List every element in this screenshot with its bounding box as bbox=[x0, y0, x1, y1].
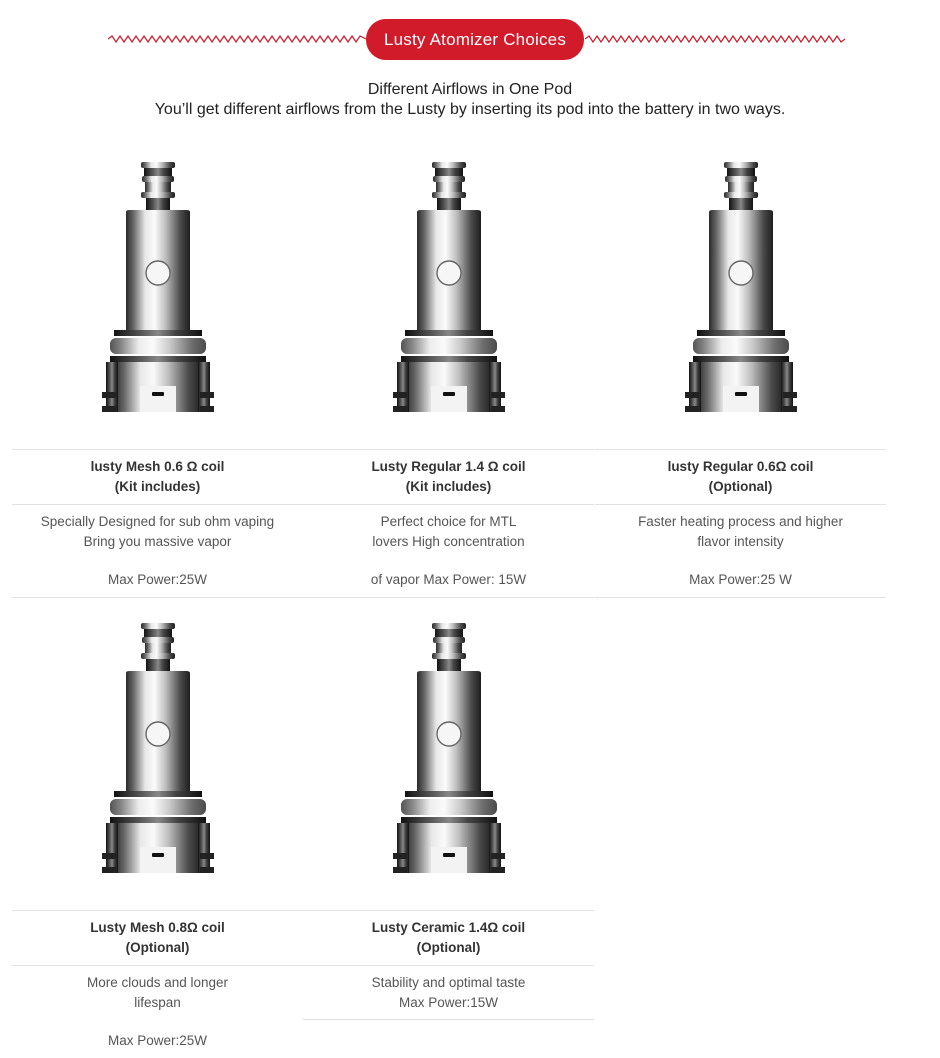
coil-description: Stability and optimal taste bbox=[371, 975, 526, 990]
coil-name: Lusty Ceramic 1.4Ω coil bbox=[371, 920, 526, 935]
coil-image bbox=[303, 155, 594, 425]
coil-image bbox=[595, 155, 886, 425]
divider bbox=[12, 597, 303, 598]
divider bbox=[303, 504, 594, 505]
coil-description: lovers High concentration bbox=[372, 534, 525, 549]
coil-note: (Kit includes) bbox=[114, 479, 201, 494]
coil-max-power: Max Power:15W bbox=[398, 995, 499, 1010]
coil-image bbox=[12, 616, 303, 886]
divider bbox=[595, 504, 886, 505]
divider bbox=[303, 449, 594, 450]
coil-image bbox=[12, 155, 303, 425]
coil-note: (Optional) bbox=[708, 479, 773, 494]
coil-note: (Optional) bbox=[125, 940, 190, 955]
coil-max-power: Max Power:25W bbox=[107, 1033, 208, 1048]
divider bbox=[303, 1019, 594, 1020]
divider bbox=[12, 449, 303, 450]
subtitle-line-1: Different Airflows in One Pod bbox=[367, 81, 573, 98]
divider bbox=[303, 597, 594, 598]
coil-description: Specially Designed for sub ohm vaping bbox=[40, 514, 275, 529]
subtitle-line-2: You’ll get different airflows from the Lusty by inserting its pod into the battery in two ways. bbox=[154, 101, 786, 118]
divider bbox=[595, 449, 886, 450]
coil-image bbox=[303, 616, 594, 886]
coil-description: Faster heating process and higher bbox=[638, 514, 843, 529]
section-title: Lusty Atomizer Choices bbox=[366, 19, 584, 60]
coil-max-power: Max Power:25 W bbox=[689, 572, 792, 587]
coil-description: Bring you massive vapor bbox=[83, 534, 232, 549]
divider bbox=[12, 504, 303, 505]
divider bbox=[12, 910, 303, 911]
coil-note: (Kit includes) bbox=[405, 479, 492, 494]
divider bbox=[595, 597, 886, 598]
divider bbox=[12, 965, 303, 966]
coil-name: Lusty Mesh 0.8Ω coil bbox=[90, 920, 225, 935]
zigzag-line-right bbox=[585, 33, 845, 45]
section-header bbox=[0, 0, 940, 80]
coil-description: lifespan bbox=[134, 995, 181, 1010]
divider bbox=[303, 965, 594, 966]
coil-name: lusty Regular 0.6Ω coil bbox=[667, 459, 814, 474]
coil-max-power: of vapor Max Power: 15W bbox=[370, 572, 527, 587]
coil-max-power: Max Power:25W bbox=[107, 572, 208, 587]
divider bbox=[303, 910, 594, 911]
coil-note: (Optional) bbox=[416, 940, 481, 955]
coil-name: Lusty Regular 1.4 Ω coil bbox=[371, 459, 526, 474]
zigzag-line-left bbox=[108, 33, 366, 45]
coil-description: flavor intensity bbox=[697, 534, 784, 549]
coil-description: More clouds and longer bbox=[86, 975, 229, 990]
coil-description: Perfect choice for MTL bbox=[380, 514, 517, 529]
coil-name: lusty Mesh 0.6 Ω coil bbox=[90, 459, 225, 474]
